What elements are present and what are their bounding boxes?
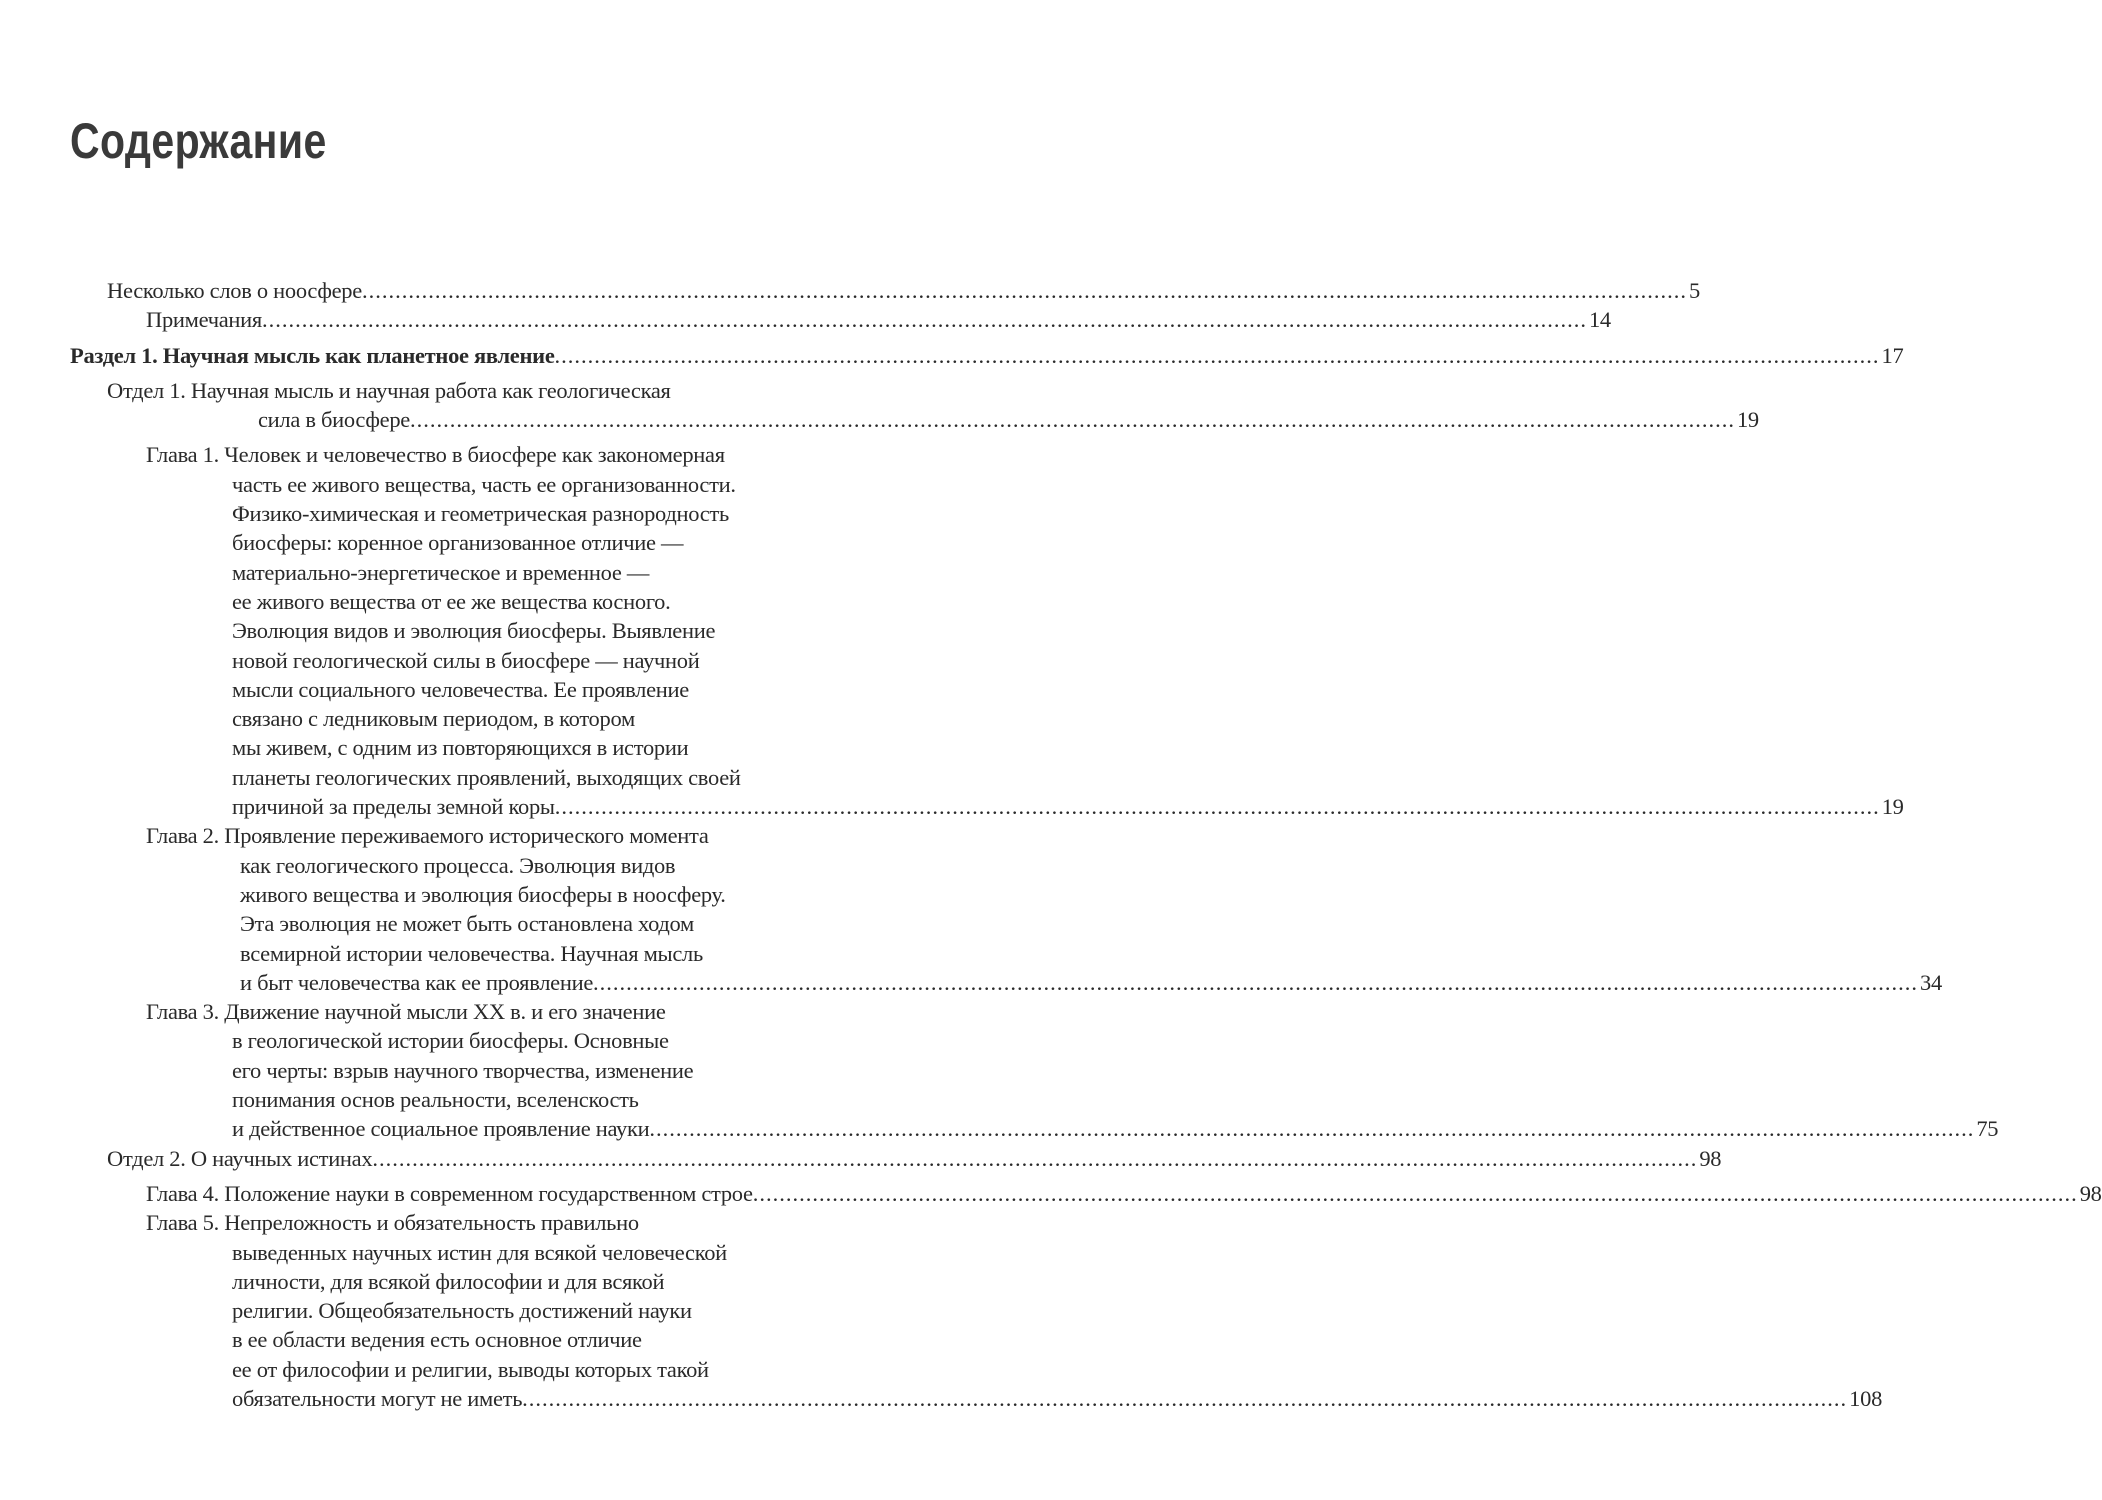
toc-entry[interactable] xyxy=(0,276,1700,305)
toc-entry-text: Физико-химическая и геометрическая разнородность xyxy=(232,501,729,527)
toc-entry-line xyxy=(0,968,1942,997)
toc-entry-line xyxy=(0,1085,1000,1114)
toc-entry-line xyxy=(0,499,1000,528)
toc-entry[interactable] xyxy=(0,1144,1722,1173)
toc-entry-text: Глава 4. Положение науки в современном государственном строе xyxy=(146,1180,753,1206)
toc-entry-text: и быт человечества как ее проявление xyxy=(240,969,594,995)
page-title: Содержание xyxy=(70,113,327,169)
toc-entry-text: ее живого вещества от ее же вещества косного. xyxy=(232,588,671,614)
toc-entry-line xyxy=(0,1114,1999,1143)
toc-entry-line xyxy=(0,1384,1883,1413)
toc-page-number: 108 xyxy=(1849,1385,1883,1411)
toc-entry-line xyxy=(0,939,1000,968)
toc-entry-text: Отдел 2. О научных истинах xyxy=(107,1145,373,1171)
dot-leader: ........................................................................................................................................................................................................ xyxy=(409,407,1735,433)
toc-entry-line xyxy=(0,1296,1000,1325)
toc-entry-text: мысли социального человечества. Ее проявление xyxy=(232,676,689,702)
toc-entry-line xyxy=(0,909,1000,938)
toc-page-number: 17 xyxy=(1881,342,1904,368)
toc-entry-text: религии. Общеобязательность достижений науки xyxy=(232,1298,692,1324)
toc-entry-line xyxy=(0,528,1000,557)
toc-entry-text: мы живем, с одним из повторяющихся в истории xyxy=(232,735,689,761)
toc-entry-line xyxy=(0,1355,1000,1384)
dot-leader: ........................................................................................................................................................................................................ xyxy=(261,307,1587,333)
toc-entry-line xyxy=(0,792,1904,821)
toc-entry-line xyxy=(0,1208,1000,1237)
toc-entry-line xyxy=(0,1267,1000,1296)
toc-entry-text: связано с ледниковым периодом, в котором xyxy=(232,706,635,732)
toc-entry-text: обязательности могут не иметь xyxy=(232,1385,523,1411)
toc-entry-text: сила в биосфере xyxy=(258,407,410,433)
toc-entry-line xyxy=(0,1056,1000,1085)
toc-entry-text: материально-энергетическое и временное — xyxy=(232,559,650,585)
toc-entry-line xyxy=(0,587,1000,616)
toc-entry-line xyxy=(0,704,1000,733)
dot-leader: ........................................................................................................................................................................................................ xyxy=(593,969,1919,995)
toc-entry-text: как геологического процесса. Эволюция видов xyxy=(240,852,676,878)
toc-page-number: 14 xyxy=(1588,307,1611,333)
toc-entry-line xyxy=(0,376,1000,405)
dot-leader: ........................................................................................................................................................................................................ xyxy=(554,794,1880,820)
toc-entry-line xyxy=(0,880,1000,909)
dot-leader: ........................................................................................................................................................................................................ xyxy=(649,1116,1975,1142)
toc-entry-line xyxy=(0,1144,1722,1173)
toc-entry-text: и действенное социальное проявление науки xyxy=(232,1116,650,1142)
toc-entry-text: Глава 3. Движение научной мысли XX в. и его значение xyxy=(146,999,666,1025)
toc-entry-text: в геологической истории биосферы. Основные xyxy=(232,1028,669,1054)
toc-entry-line xyxy=(0,305,1611,334)
toc-page-number: 19 xyxy=(1881,794,1904,820)
toc-page-number: 98 xyxy=(1699,1145,1722,1171)
dot-leader: ........................................................................................................................................................................................................ xyxy=(554,342,1880,368)
toc-entry-text: личности, для всякой философии и для всякой xyxy=(232,1268,665,1294)
toc-entry-text: всемирной истории человечества. Научная мысль xyxy=(240,940,703,966)
toc-entry-line xyxy=(0,470,1000,499)
toc-entry-line xyxy=(0,276,1700,305)
toc-entry-text: Раздел 1. Научная мысль как планетное явление xyxy=(70,342,555,368)
toc-entry-text: планеты геологических проявлений, выходящих своей xyxy=(232,764,741,790)
toc-entry-text: Глава 5. Непреложность и обязательность правильно xyxy=(146,1210,639,1236)
toc-entry[interactable] xyxy=(0,305,1611,334)
toc-entry-text: Эта эволюция не может быть остановлена ходом xyxy=(240,911,694,937)
toc-entry[interactable] xyxy=(0,376,1759,435)
toc-entry-text: новой геологической силы в биосфере — научной xyxy=(232,647,700,673)
toc-entry-text: выведенных научных истин для всякой человеческой xyxy=(232,1239,727,1265)
toc-entry-line xyxy=(0,405,1759,434)
dot-leader: ........................................................................................................................................................................................................ xyxy=(752,1180,2078,1206)
toc-entry-line xyxy=(0,616,1000,645)
dot-leader: ........................................................................................................................................................................................................ xyxy=(361,278,1687,303)
toc-entry-line xyxy=(0,1238,1000,1267)
toc-page-number: 19 xyxy=(1736,407,1759,433)
toc-entry-line xyxy=(0,646,1000,675)
toc-entry-text: Несколько слов о ноосфере xyxy=(107,278,362,303)
toc-entry[interactable] xyxy=(0,440,1904,821)
toc-entry-line xyxy=(0,733,1000,762)
toc-entry-text: в ее области ведения есть основное отличие xyxy=(232,1327,642,1353)
toc-entry-line xyxy=(0,675,1000,704)
toc-page-number: 5 xyxy=(1688,278,1700,303)
toc-entry-text: его черты: взрыв научного творчества, изменение xyxy=(232,1057,694,1083)
toc-entry[interactable] xyxy=(0,1208,1883,1413)
toc-entry-text: живого вещества и эволюция биосферы в ноосферу. xyxy=(240,881,726,907)
toc-entry-text: понимания основ реальности, вселенскость xyxy=(232,1087,639,1113)
toc-entry-line xyxy=(0,341,1904,370)
toc-entry-text: ее от философии и религии, выводы которых такой xyxy=(232,1356,709,1382)
toc-entry-line xyxy=(0,1179,2102,1208)
toc-entry-line xyxy=(0,1325,1000,1354)
toc-page-number: 98 xyxy=(2079,1180,2102,1206)
toc-entry[interactable] xyxy=(0,821,1942,997)
toc-entry-text: Примечания xyxy=(146,307,262,333)
dot-leader: ........................................................................................................................................................................................................ xyxy=(372,1145,1698,1171)
toc-entry-text: Глава 2. Проявление переживаемого исторического момента xyxy=(146,823,709,849)
toc-entry-line xyxy=(0,851,1000,880)
toc-entry-text: часть ее живого вещества, часть ее организованности. xyxy=(232,471,736,497)
toc-entry-line xyxy=(0,997,1000,1026)
toc-entry-line xyxy=(0,763,1000,792)
toc-entry-text: биосферы: коренное организованное отличие — xyxy=(232,530,684,556)
dot-leader: ........................................................................................................................................................................................................ xyxy=(522,1385,1848,1411)
toc-entry-line xyxy=(0,1026,1000,1055)
toc-entry-line xyxy=(0,558,1000,587)
toc-entry[interactable] xyxy=(0,1179,2102,1208)
toc-page-number: 75 xyxy=(1976,1116,1999,1142)
toc-entry-text: Глава 1. Человек и человечество в биосфере как закономерная xyxy=(146,442,725,468)
table-of-contents xyxy=(0,276,2102,1413)
toc-entry[interactable] xyxy=(0,341,1904,370)
toc-page-number: 34 xyxy=(1920,969,1942,995)
toc-entry-text: Отдел 1. Научная мысль и научная работа как геологическая xyxy=(107,377,671,403)
toc-entry-text: причиной за пределы земной коры xyxy=(232,794,555,820)
toc-entry-line xyxy=(0,440,1000,469)
toc-entry-line xyxy=(0,821,1000,850)
toc-entry-text: Эволюция видов и эволюция биосферы. Выявление xyxy=(232,618,716,644)
toc-entry[interactable] xyxy=(0,997,1999,1143)
